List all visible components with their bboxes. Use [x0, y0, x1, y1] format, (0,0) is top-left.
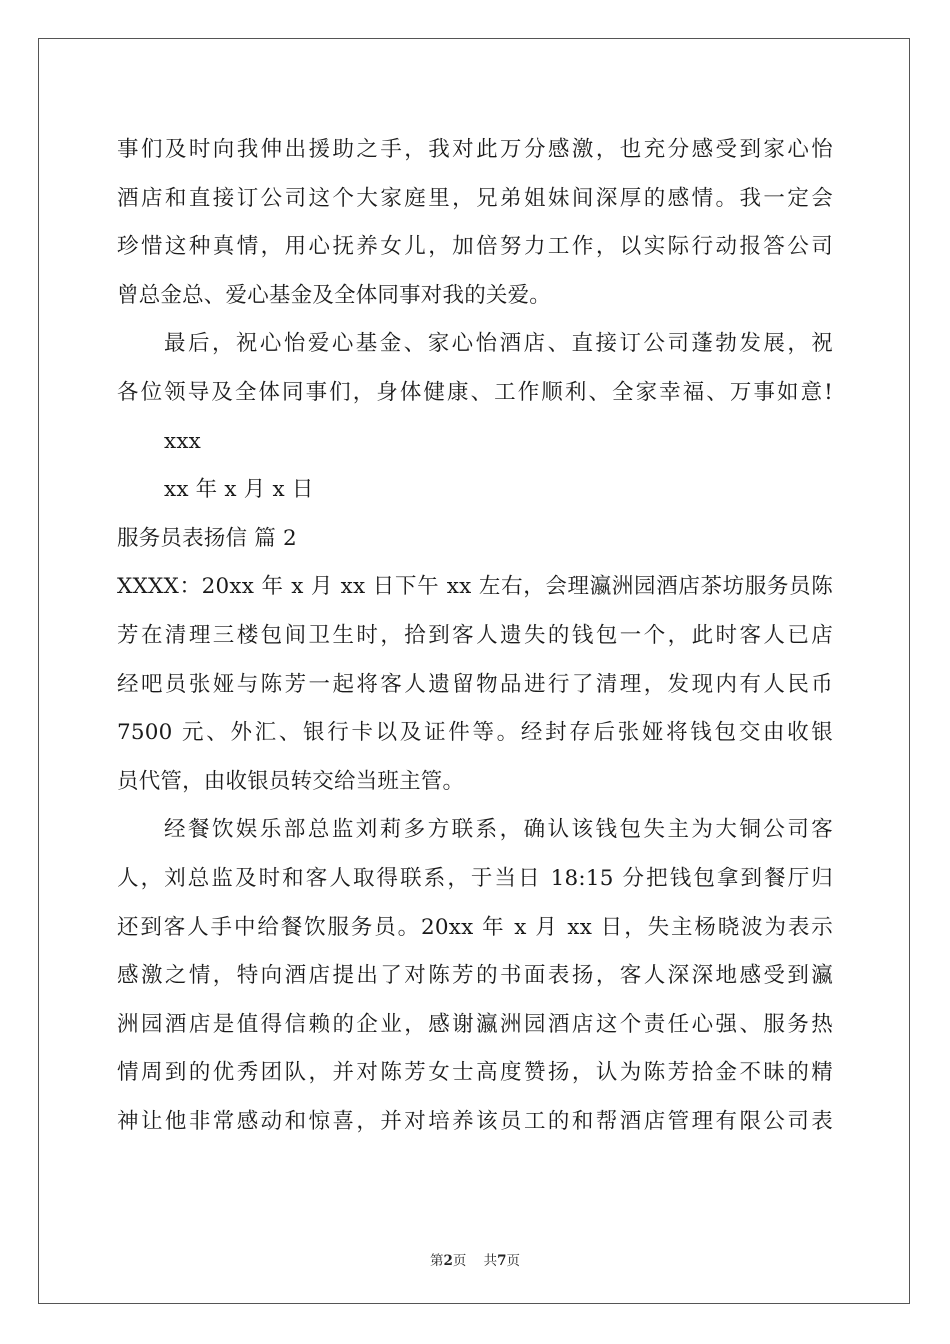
- body-line: 各位领导及全体同事们，身体健康、工作顺利、全家幸福、万事如意!: [117, 379, 833, 405]
- signature-date: xx 年 x 月 x 日: [164, 477, 314, 503]
- body-line: 最后，祝心怡爱心基金、家心怡酒店、直接订公司蓬勃发展，祝: [164, 331, 833, 357]
- body-line: 神让他非常感动和惊喜，并对培养该员工的和帮酒店管理有限公司表: [117, 1108, 833, 1134]
- body-line: 员代管，由收银员转交给当班主管。: [117, 768, 465, 794]
- page-prefix: 第: [430, 1253, 444, 1269]
- current-page-number: 2: [443, 1253, 453, 1269]
- body-line: 曾总金总、爱心基金及全体同事对我的关爱。: [117, 282, 552, 308]
- body-line: 还到客人手中给餐饮服务员。20xx 年 x 月 xx 日，失主杨晓波为表示: [117, 914, 833, 940]
- signature-name: xxx: [164, 428, 201, 454]
- section-heading: 服务员表扬信 篇 2: [117, 525, 297, 551]
- page-mid: 页 共: [452, 1253, 498, 1269]
- body-line: 经餐饮娱乐部总监刘莉多方联系，确认该钱包失主为大铜公司客: [164, 817, 833, 843]
- body-line: 洲园酒店是值得信赖的企业，感谢瀛洲园酒店这个责任心强、服务热: [117, 1011, 833, 1037]
- body-line: 经吧员张娅与陈芳一起将客人遗留物品进行了清理，发现内有人民币: [117, 671, 833, 697]
- body-line: 事们及时向我伸出援助之手，我对此万分感激，也充分感受到家心怡: [117, 137, 833, 162]
- body-line: XXXX：20xx 年 x 月 xx 日下午 xx 左右，会理瀛洲园酒店茶坊服务员陈: [117, 574, 833, 600]
- page-number-footer: [0, 1249, 950, 1269]
- body-line: 情周到的优秀团队，并对陈芳女士高度赞扬，认为陈芳拾金不昧的精: [117, 1060, 833, 1086]
- page-suffix: 页: [506, 1253, 520, 1269]
- total-page-number: 7: [497, 1253, 507, 1269]
- body-line: 酒店和直接订公司这个大家庭里，兄弟姐妹间深厚的感情。我一定会: [117, 185, 833, 211]
- document-body: [117, 126, 833, 1146]
- body-line: 感激之情，特向酒店提出了对陈芳的书面表扬，客人深深地感受到瀛: [117, 963, 833, 989]
- body-line: 7500 元、外汇、银行卡以及证件等。经封存后张娅将钱包交由收银: [117, 720, 833, 746]
- body-line: 人，刘总监及时和客人取得联系，于当日 18:15 分把钱包拿到餐厅归: [117, 865, 833, 891]
- body-line: 珍惜这种真情，用心抚养女儿，加倍努力工作，以实际行动报答公司: [117, 234, 833, 260]
- body-line: 芳在清理三楼包间卫生时，拾到客人遗失的钱包一个，此时客人已店: [117, 622, 833, 648]
